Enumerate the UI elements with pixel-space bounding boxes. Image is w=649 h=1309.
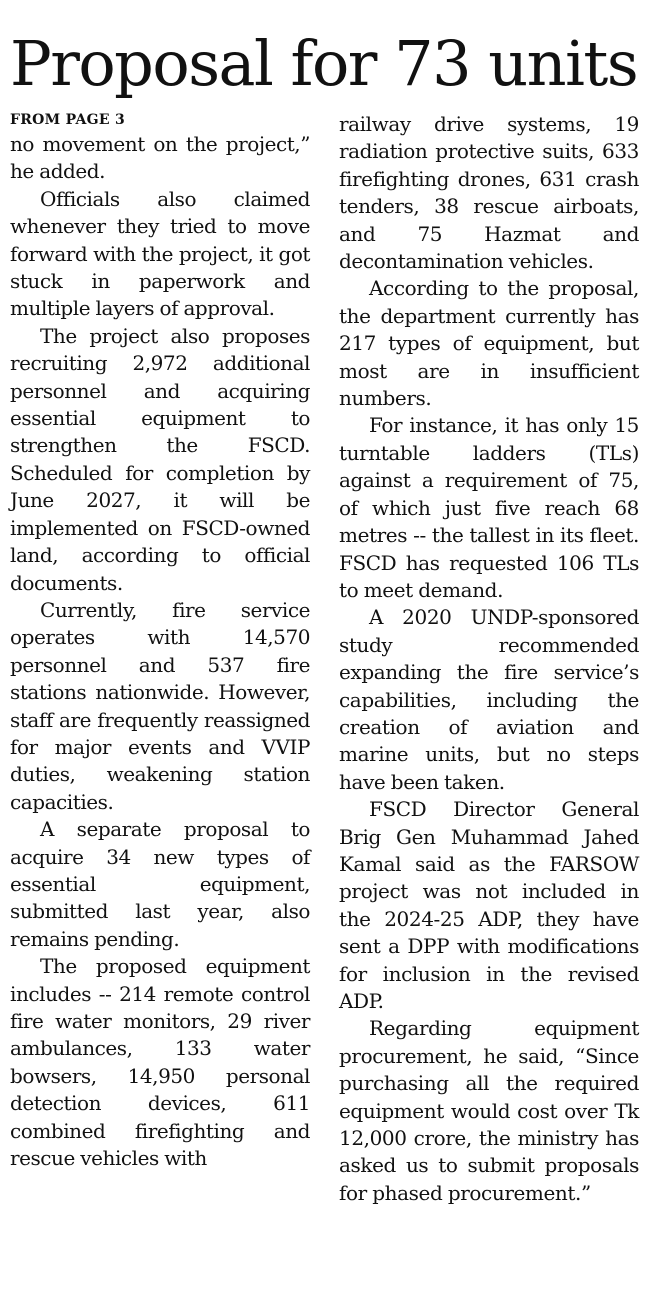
article-column-left bbox=[10, 110, 310, 1172]
paragraph: A separate proposal to acquire 34 new types of essential equipment, submitted last year, also remains pending. bbox=[10, 817, 310, 951]
article-column-right bbox=[339, 111, 639, 1207]
paragraph-continued: no movement on the project,” he added. bbox=[10, 132, 310, 184]
paragraph: FSCD Director General Brig Gen Muhammad Jahed Kamal said as the FARSOW project was not included in the 2024-25 ADP, they have sent a DPP with modifications for inclusion in the revised ADP. bbox=[339, 797, 639, 1013]
continuation-kicker: FROM PAGE 3 bbox=[10, 112, 126, 128]
paragraph-continued: railway drive systems, 19 radiation protective suits, 633 firefighting drones, 631 crash tenders, 38 rescue airboats, and 75 Hazmat and decontamination vehicles. bbox=[339, 112, 639, 274]
paragraph: Officials also claimed whenever they tried to move forward with the project, it got stuck in paperwork and multiple layers of approval. bbox=[10, 186, 310, 321]
headline: Proposal for 73 units bbox=[10, 27, 638, 100]
paragraph: The proposed equipment includes -- 214 remote control fire water monitors, 29 river ambulances, 133 water bowsers, 14,950 personal detection devices, 611 combined firefighting and rescue vehicles with bbox=[10, 954, 310, 1171]
paragraph: The project also proposes recruiting 2,972 additional personnel and acquiring essential equipment to strengthen the FSCD. Scheduled for completion by June 2027, it will be implemented on FSCD-owned land, according to official documents. bbox=[10, 323, 310, 595]
paragraph: Currently, fire service operates with 14,570 personnel and 537 fire stations nationwide. However, staff are frequently reassigned for major events and VVIP duties, weakening station capacities. bbox=[10, 597, 310, 814]
paragraph: For instance, it has only 15 turntable ladders (TLs) against a requirement of 75, of which just five reach 68 metres -- the tallest in its fleet. FSCD has requested 106 TLs to meet demand. bbox=[339, 413, 639, 602]
paragraph: Regarding equipment procurement, he said, “Since purchasing all the required equipment would cost over Tk 12,000 crore, the ministry has asked us to submit proposals for phased procurement.” bbox=[339, 1016, 639, 1205]
paragraph: According to the proposal, the department currently has 217 types of equipment, but most are in insufficient numbers. bbox=[339, 276, 639, 411]
paragraph: A 2020 UNDP-sponsored study recommended expanding the fire service’s capabilities, including the creation of aviation and marine units, but no steps have been taken. bbox=[339, 605, 639, 794]
